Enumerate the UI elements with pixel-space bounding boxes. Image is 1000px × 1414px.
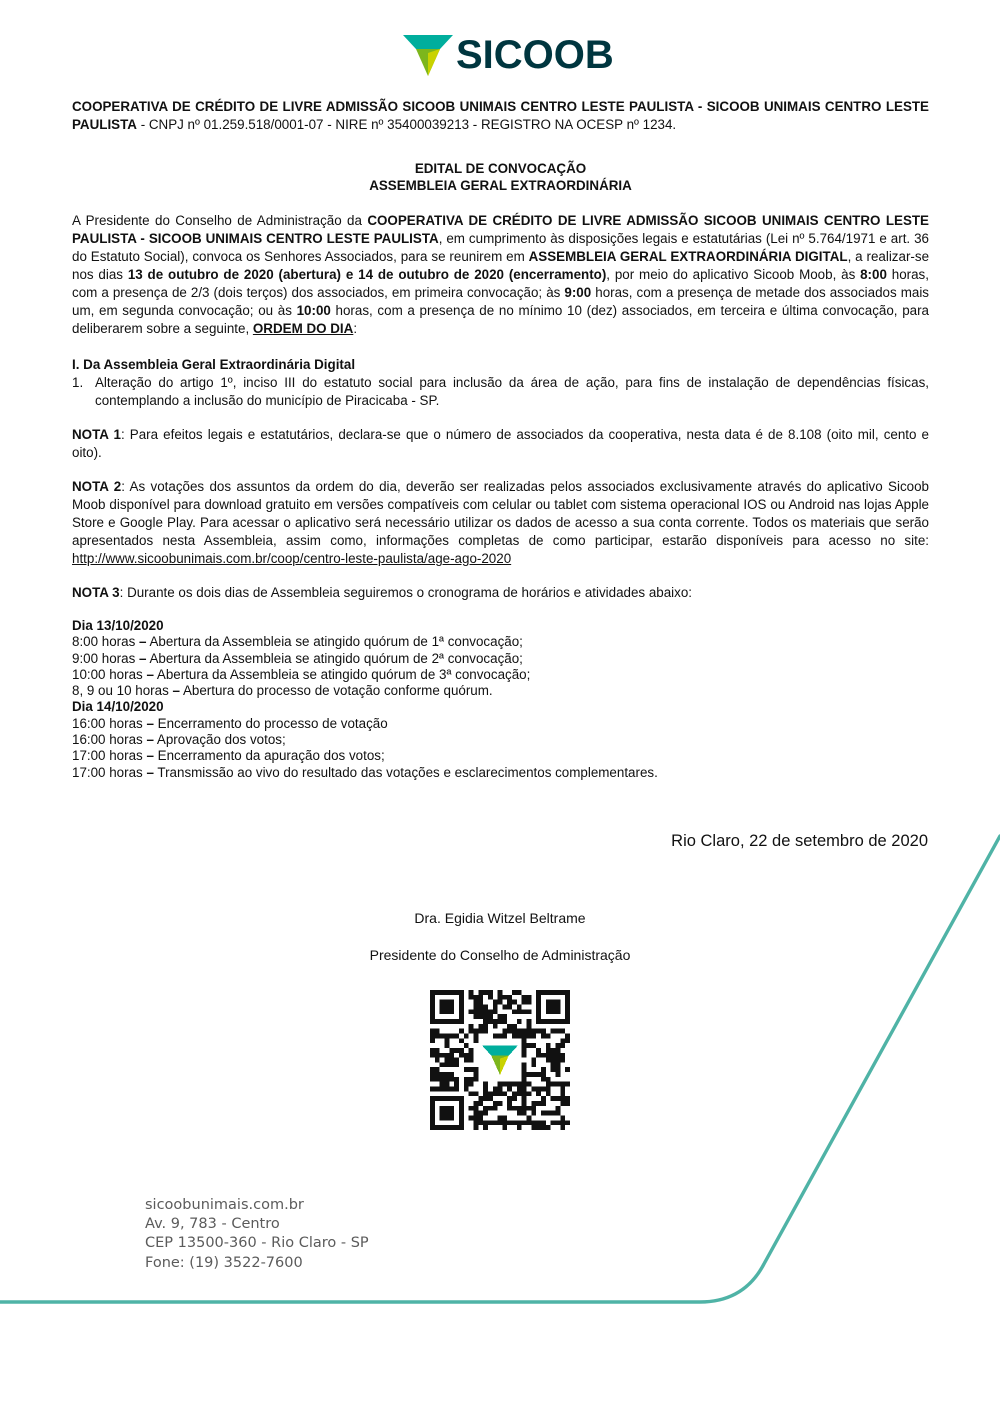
intro-text: horas, com a presença de 2/3 (dois terços) dos associados, em primeira convocação; às <box>72 267 929 300</box>
nota-label: NOTA 2 <box>72 479 122 494</box>
schedule-dash: – <box>146 715 154 731</box>
schedule-row <box>72 683 929 699</box>
schedule-time: 8, 9 ou 10 horas <box>72 683 169 699</box>
signer-role: Presidente do Conselho de Administração <box>369 947 631 963</box>
footer-address: Av. 9, 783 - Centro <box>145 1216 280 1233</box>
nota-3 <box>72 584 929 602</box>
schedule-row <box>72 732 929 748</box>
schedule-desc: Abertura do processo de votação conforme quórum. <box>182 683 493 699</box>
intro-paragraph <box>72 212 929 338</box>
agenda-section-title: I. Da Assembleia Geral Extraordinária Digital <box>72 357 356 372</box>
schedule-time: 16:00 horas <box>72 732 143 748</box>
schedule-desc: Abertura da Assembleia se atingido quórum de 3ª convocação; <box>156 666 531 682</box>
header-bold: COOPERATIVA DE CRÉDITO DE LIVRE ADMISSÃO SICOOB UNIMAIS CENTRO LESTE PAULISTA - SICOOB UNIMAIS CENTRO LESTE PAULISTA <box>72 99 929 132</box>
schedule-row <box>72 634 929 650</box>
schedule-time: 17:00 horas <box>72 764 143 780</box>
schedule-day-1: Dia 13/10/2020 <box>72 618 164 633</box>
intro-text: A Presidente do Conselho de Administração da <box>72 213 368 228</box>
sicoob-logo <box>402 30 614 80</box>
nota-text: : Para efeitos legais e estatutários, declara-se que o número de associados da cooperativa, nesta data é de 8.108 (oito mil, cento e oito). <box>72 427 929 460</box>
intro-bold: 13 de outubro de 2020 (abertura) e 14 de outubro de 2020 (encerramento) <box>127 267 607 282</box>
schedule-row <box>72 748 929 764</box>
intro-text: : <box>353 321 358 336</box>
intro-text: , em cumprimento às disposições legais e estatutárias (Lei nº 5.764/1971 e art. 36 do Estatuto Social), convoca os Senhores Associados, para se reunirem em <box>72 231 929 264</box>
cooperative-header <box>72 98 929 134</box>
nota-label: NOTA 1 <box>72 427 121 442</box>
footer-phone: Fone: (19) 3522-7600 <box>145 1254 303 1271</box>
ordem-do-dia: ORDEM DO DIA <box>252 321 354 336</box>
title-line-2: ASSEMBLEIA GERAL EXTRAORDINÁRIA <box>369 178 632 193</box>
schedule-time: 10:00 horas <box>72 666 143 682</box>
intro-bold: COOPERATIVA DE CRÉDITO DE LIVRE ADMISSÃO SICOOB UNIMAIS CENTRO LESTE PAULISTA - SICOOB UNIMAIS CENTRO LESTE PAULISTA <box>72 213 929 246</box>
place-date: Rio Claro, 22 de setembro de 2020 <box>671 832 928 850</box>
nota-1 <box>72 426 929 462</box>
schedule-day-2: Dia 14/10/2020 <box>72 699 164 715</box>
qr-code[interactable] <box>430 990 570 1130</box>
schedule-row <box>72 651 929 667</box>
schedule-time: 16:00 horas <box>72 715 143 731</box>
schedule-desc: Encerramento do processo de votação <box>157 715 388 731</box>
schedule-dash: – <box>139 650 147 666</box>
footer-contact <box>145 1196 369 1273</box>
schedule-dash: – <box>146 764 154 780</box>
schedule-desc: Abertura da Assembleia se atingido quórum de 1ª convocação; <box>149 634 523 650</box>
sicoob-logo-icon <box>402 31 454 79</box>
nota-text: : As votações dos assuntos da ordem do dia, deverão ser realizadas pelos associados exclusivamente através do aplicativo Sicoob Moob disponível para download gratuito em versões compatíveis com celular ou tablet com sistema operacional IOS ou Android nas lojas Apple Store e Google Play. Para acessar o aplicativo será necessário utilizar os dados de acesso a sua conta corrente. Todos os materiais que serão apresentados nesta Assembleia, assim como, informações completas de como participar, estarão disponíveis para acesso no site: <box>72 479 929 548</box>
assembly-link[interactable]: http://www.sicoobunimais.com.br/coop/centro-leste-paulista/age-ago-2020 <box>72 551 512 566</box>
intro-text: , por meio do aplicativo Sicoob Moob, às <box>606 267 861 282</box>
intro-bold: 10:00 <box>296 303 331 318</box>
schedule-dash: – <box>146 666 154 682</box>
schedule-time: 9:00 horas <box>72 650 136 666</box>
agenda-section <box>72 356 929 410</box>
agenda-item-number: 1. <box>72 375 84 390</box>
schedule-row <box>72 667 929 683</box>
schedule-time: 8:00 horas <box>72 634 136 650</box>
schedule-dash: – <box>146 732 154 748</box>
signer-name: Dra. Egidia Witzel Beltrame <box>414 910 586 926</box>
document-title <box>72 160 929 194</box>
schedule-desc: Transmissão ao vivo do resultado das votações e esclarecimentos complementares. <box>157 764 658 780</box>
intro-text: horas, com a presença de no mínimo 10 (dez) associados, em terceira e última convocação, para deliberarem sobre a seguinte, <box>72 303 929 336</box>
schedule-desc: Encerramento da apuração dos votos; <box>157 748 385 764</box>
nota-label: NOTA 3 <box>72 585 120 600</box>
intro-bold: 9:00 <box>564 285 592 300</box>
logo-wordmark: SICOOB <box>456 33 614 77</box>
schedule-desc: Abertura da Assembleia se atingido quórum de 2ª convocação; <box>149 650 523 666</box>
intro-text: horas, com a presença de metade dos associados mais um, em segunda convocação; ou às <box>72 285 930 318</box>
header-registration: - CNPJ nº 01.259.518/0001-07 - NIRE nº 35400039213 - REGISTRO NA OCESP nº 1234. <box>136 117 677 132</box>
schedule-time: 17:00 horas <box>72 748 143 764</box>
schedule-dash: – <box>146 748 154 764</box>
agenda-item-text: Alteração do artigo 1º, inciso III do estatuto social para inclusão da área de ação, para fins de instalação de dependências físicas, contemplando a inclusão do município de Piracicaba - SP. <box>95 375 929 408</box>
footer-cep: CEP 13500-360 - Rio Claro - SP <box>145 1235 369 1252</box>
intro-bold: 8:00 <box>860 267 887 282</box>
intro-bold: ASSEMBLEIA GERAL EXTRAORDINÁRIA DIGITAL <box>528 249 848 264</box>
document-body <box>72 98 929 781</box>
footer-website[interactable]: sicoobunimais.com.br <box>145 1197 304 1213</box>
title-line-1: EDITAL DE CONVOCAÇÃO <box>414 161 587 176</box>
intro-text: , a realizar-se nos dias <box>72 249 930 282</box>
schedule-desc: Aprovação dos votos; <box>156 732 286 748</box>
agenda-item <box>72 374 929 410</box>
schedule-row <box>72 765 929 781</box>
nota-2 <box>72 478 929 568</box>
schedule <box>72 618 929 781</box>
schedule-dash: – <box>139 634 147 650</box>
schedule-dash: – <box>172 683 180 699</box>
schedule-row <box>72 716 929 732</box>
nota-text: : Durante os dois dias de Assembleia seguiremos o cronograma de horários e atividades abaixo: <box>119 585 693 600</box>
